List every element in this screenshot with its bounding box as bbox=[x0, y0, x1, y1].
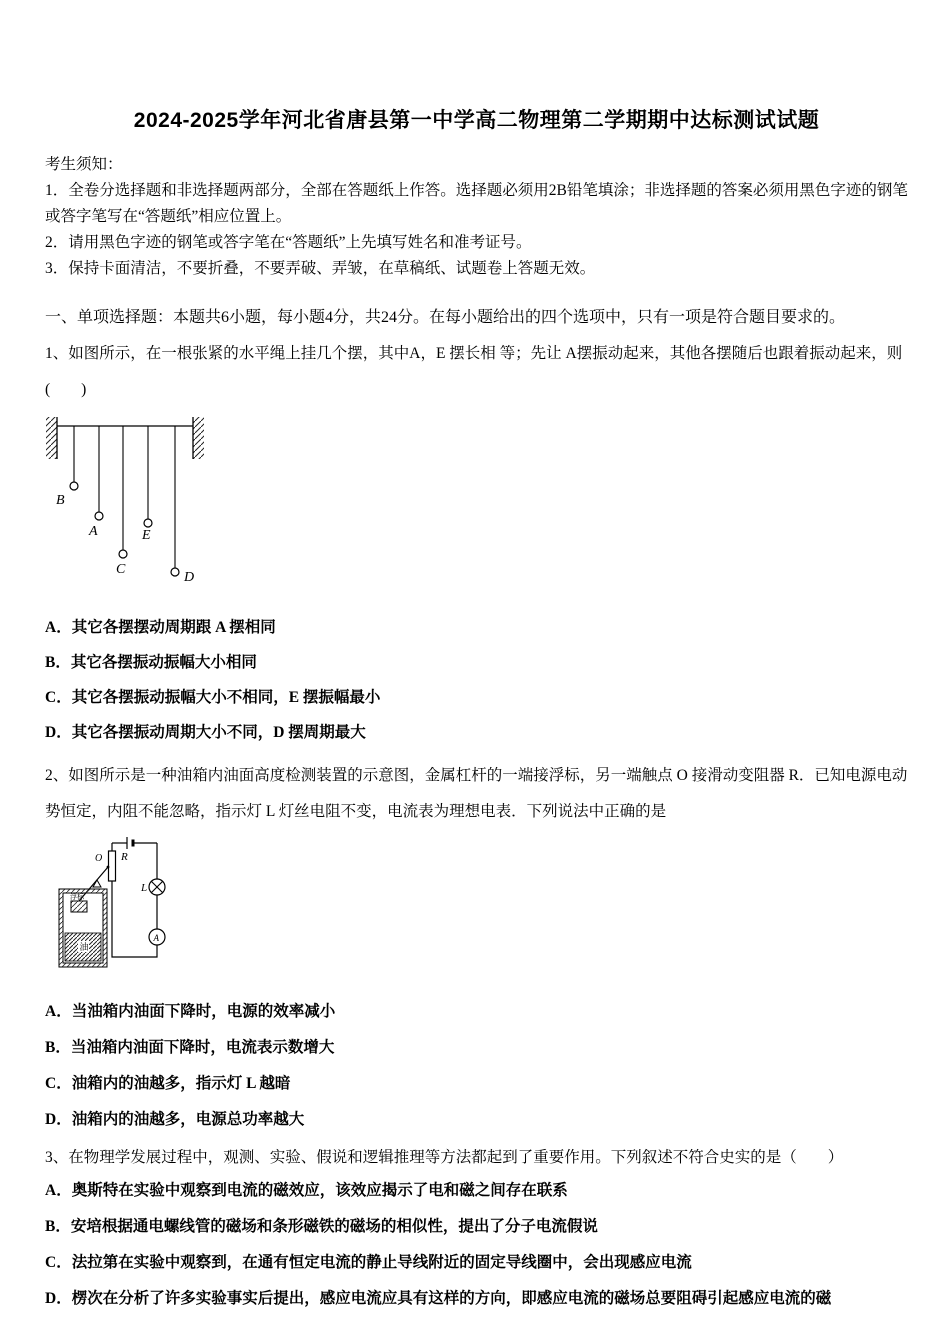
pendulum-a-label: A bbox=[89, 524, 98, 540]
notice-header: 考生须知： bbox=[45, 156, 123, 173]
q1-figure bbox=[45, 415, 908, 600]
q1-stem: 1、如图所示，在一根张紧的水平绳上挂几个摆，其中A，E 摆长相 等；先让 A摆振动起来，其他各摆随后也跟着振动起来，则( ) bbox=[45, 345, 903, 398]
q3-options bbox=[45, 1181, 908, 1310]
q2-option-c: C．油箱内的油越多，指示灯 L 越暗 bbox=[45, 1075, 291, 1093]
notice-item-3: 3．保持卡面清洁，不要折叠，不要弄破、弄皱，在草稿纸、试题卷上答题无效。 bbox=[45, 260, 596, 278]
pendulum-a bbox=[88, 426, 103, 539]
resistor-label: R bbox=[121, 851, 128, 864]
question-3 bbox=[45, 1146, 908, 1309]
pendulum-b bbox=[56, 426, 78, 508]
pendulum-b-label: B bbox=[56, 493, 65, 509]
q1-option-b: B．其它各摆振动振幅大小相同 bbox=[45, 654, 257, 672]
battery-icon bbox=[112, 837, 157, 849]
oil-label: 油 bbox=[79, 942, 89, 953]
pendulum-c-label: C bbox=[116, 562, 126, 578]
q2-option-d: D．油箱内的油越多，电源总功率越大 bbox=[45, 1111, 305, 1129]
q2-option-b: B．当油箱内油面下降时，电流表示数增大 bbox=[45, 1039, 335, 1057]
oil-level-circuit-diagram bbox=[57, 837, 192, 979]
slider-contact bbox=[95, 853, 109, 868]
q2-figure bbox=[57, 837, 908, 984]
q1-options bbox=[45, 618, 908, 744]
pendulum-c bbox=[116, 426, 127, 577]
pendulum-e-label: E bbox=[142, 528, 151, 544]
ammeter-label: A bbox=[153, 933, 159, 944]
notice-item-2: 2．请用黑色字迹的钢笔或答字笔在“答题纸”上先填写姓名和准考证号。 bbox=[45, 234, 532, 252]
lamp-label: L bbox=[141, 882, 148, 895]
q1-option-c: C．其它各摆振动振幅大小不相同，E 摆振幅最小 bbox=[45, 689, 381, 707]
wire-bottom bbox=[112, 881, 157, 957]
float-icon bbox=[71, 901, 87, 912]
q2-options bbox=[45, 1002, 908, 1131]
q3-option-a: A．奥斯特在实验中观察到电流的磁效应，该效应揭示了电和磁之间存在联系 bbox=[45, 1181, 568, 1199]
notice-item-1: 1．全卷分选择题和非选择题两部分，全部在答题纸上作答。选择题必须用2B铅笔填涂；非选择题的答案必须用黑色字迹的钢笔或答字笔写在“答题纸”相应位置上。 bbox=[45, 182, 908, 226]
notice-block bbox=[45, 152, 908, 282]
right-support-icon bbox=[193, 417, 204, 459]
rheostat-icon bbox=[109, 851, 129, 881]
ammeter-icon bbox=[149, 929, 165, 945]
q3-option-c: C．法拉第在实验中观察到，在通有恒定电流的静止导线附近的固定导线圈中，会出现感应电流 bbox=[45, 1253, 692, 1271]
pendulum-d bbox=[171, 426, 194, 585]
pendulum-d-label: D bbox=[184, 570, 195, 586]
section-1-header: 一、单项选择题：本题共6小题，每小题4分，共24分。在每小题给出的四个选项中，只有一项是符合题目要求的。 bbox=[45, 309, 846, 327]
q2-option-a: A．当油箱内油面下降时，电源的效率减小 bbox=[45, 1003, 336, 1021]
question-2 bbox=[45, 758, 908, 1131]
contact-label: O bbox=[95, 853, 103, 865]
q1-option-d: D．其它各摆振动周期大小不同，D 摆周期最大 bbox=[45, 724, 366, 742]
q3-option-b: B．安培根据通电螺线管的磁场和条形磁铁的磁场的相似性，提出了分子电流假说 bbox=[45, 1217, 598, 1235]
pendulums-diagram bbox=[45, 415, 225, 595]
q3-option-d: D．楞次在分析了许多实验事实后提出，感应电流应具有这样的方向，即感应电流的磁场总要阻碍引起感应电流的磁 bbox=[45, 1289, 832, 1307]
left-support-icon bbox=[46, 417, 57, 459]
q2-stem: 2、如图所示是一种油箱内油面高度检测装置的示意图，金属杠杆的一端接浮标，另一端触点 O 接滑动变阻器 R．已知电源电动势恒定，内阻不能忽略，指示灯 L 灯丝电阻不变，电流表为理想电表．下列说法中正确的是 bbox=[45, 767, 908, 820]
q3-stem: 3、在物理学发展过程中，观测、实验、假说和逻辑推理等方法都起到了重要作用。下列叙述不符合史实的是（ ） bbox=[45, 1149, 844, 1167]
page-title: 2024-2025学年河北省唐县第一中学高二物理第二学期期中达标测试试题 bbox=[133, 109, 820, 132]
question-1 bbox=[45, 336, 908, 744]
pendulum-e bbox=[141, 426, 152, 543]
oil-tank bbox=[59, 889, 107, 967]
lamp-icon bbox=[140, 879, 165, 895]
float-label: 浮标 bbox=[70, 893, 84, 902]
q1-option-a: A．其它各摆摆动周期跟 A 摆相同 bbox=[45, 619, 276, 637]
